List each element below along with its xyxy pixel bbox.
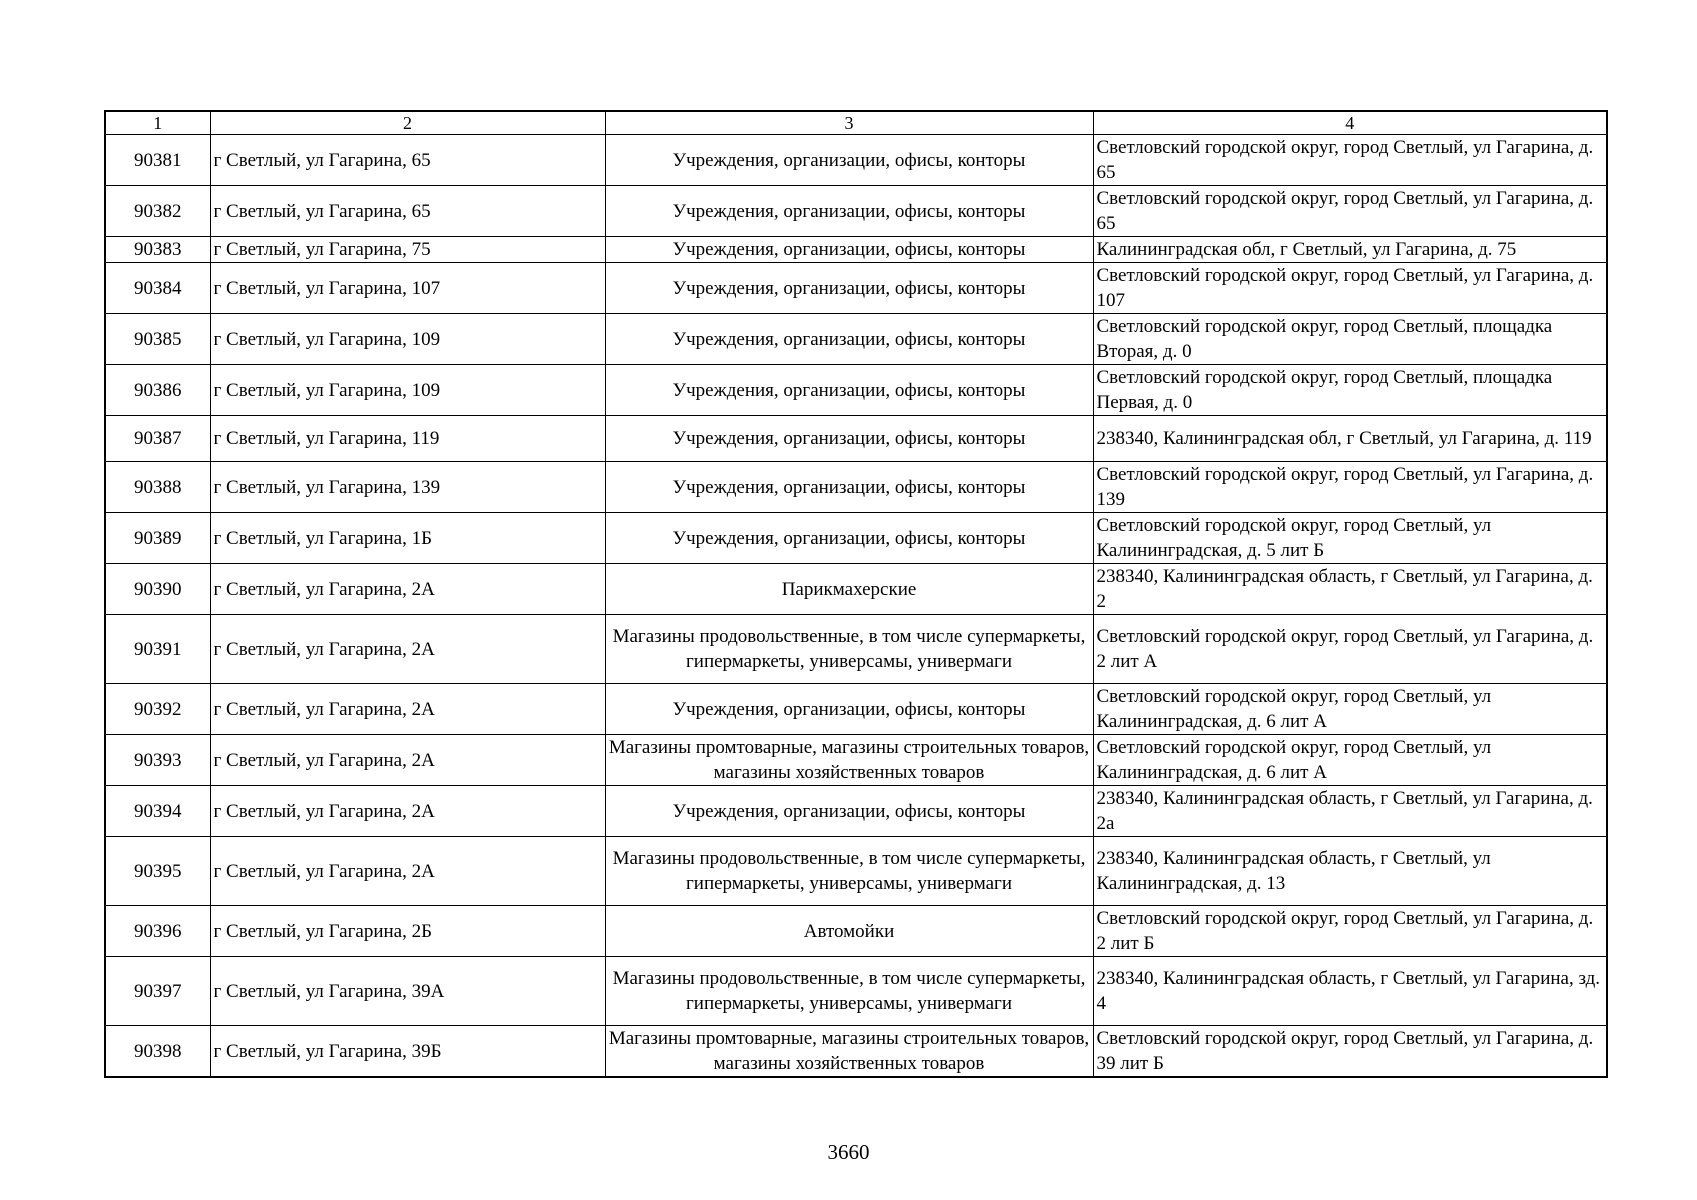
row-location-cell: 238340, Калининградская область, г Светлый, ул Гагарина, д. 2 xyxy=(1093,564,1607,615)
table-row xyxy=(105,263,1607,314)
row-location-cell: 238340, Калининградская область, г Светлый, ул Гагарина, д. 2а xyxy=(1093,786,1607,837)
row-location-cell: Светловский городской округ, город Светлый, ул Калининградская, д. 6 лит А xyxy=(1093,684,1607,735)
table-row xyxy=(105,837,1607,906)
row-location-cell: Светловский городской округ, город Светлый, ул Калининградская, д. 6 лит А xyxy=(1093,735,1607,786)
row-category-cell: Учреждения, организации, офисы, конторы xyxy=(605,684,1093,735)
row-address-cell: г Светлый, ул Гагарина, 39Б xyxy=(210,1026,605,1078)
row-address-cell: г Светлый, ул Гагарина, 2А xyxy=(210,684,605,735)
row-address-cell: г Светлый, ул Гагарина, 2А xyxy=(210,735,605,786)
row-category-cell: Учреждения, организации, офисы, конторы xyxy=(605,237,1093,263)
row-category-cell: Учреждения, организации, офисы, конторы xyxy=(605,135,1093,186)
row-category-cell: Учреждения, организации, офисы, конторы xyxy=(605,314,1093,365)
row-category-cell: Магазины продовольственные, в том числе супермаркеты, гипермаркеты, универсамы, универмаги xyxy=(605,957,1093,1026)
row-category-cell: Автомойки xyxy=(605,906,1093,957)
row-category-cell: Магазины промтоварные, магазины строительных товаров, магазины хозяйственных товаров xyxy=(605,735,1093,786)
page-number: 3660 xyxy=(827,1140,870,1164)
table-row xyxy=(105,513,1607,564)
table-row xyxy=(105,186,1607,237)
row-address-cell: г Светлый, ул Гагарина, 109 xyxy=(210,365,605,416)
row-address-cell: г Светлый, ул Гагарина, 39А xyxy=(210,957,605,1026)
row-location-cell: Светловский городской округ, город Светлый, ул Гагарина, д. 107 xyxy=(1093,263,1607,314)
row-category-cell: Парикмахерские xyxy=(605,564,1093,615)
table-row xyxy=(105,615,1607,684)
row-location-cell: Светловский городской округ, город Светлый, площадка Вторая, д. 0 xyxy=(1093,314,1607,365)
row-location-cell: Светловский городской округ, город Светлый, ул Гагарина, д. 2 лит А xyxy=(1093,615,1607,684)
row-address-cell: г Светлый, ул Гагарина, 1Б xyxy=(210,513,605,564)
row-id-cell: 90388 xyxy=(105,462,210,513)
row-category-cell: Учреждения, организации, офисы, конторы xyxy=(605,365,1093,416)
table-row xyxy=(105,314,1607,365)
data-table xyxy=(104,110,1608,1078)
row-category-cell: Магазины продовольственные, в том числе супермаркеты, гипермаркеты, универсамы, универмаги xyxy=(605,615,1093,684)
row-location-cell: Светловский городской округ, город Светлый, ул Калининградская, д. 5 лит Б xyxy=(1093,513,1607,564)
row-address-cell: г Светлый, ул Гагарина, 65 xyxy=(210,186,605,237)
row-location-cell: 238340, Калининградская обл, г Светлый, ул Гагарина, д. 119 xyxy=(1093,416,1607,462)
row-location-cell: Калининградская обл, г Светлый, ул Гагарина, д. 75 xyxy=(1093,237,1607,263)
row-category-cell: Учреждения, организации, офисы, конторы xyxy=(605,513,1093,564)
table-row xyxy=(105,416,1607,462)
row-location-cell: Светловский городской округ, город Светлый, ул Гагарина, д. 65 xyxy=(1093,186,1607,237)
row-category-cell: Учреждения, организации, офисы, конторы xyxy=(605,416,1093,462)
row-id-cell: 90397 xyxy=(105,957,210,1026)
row-id-cell: 90386 xyxy=(105,365,210,416)
table-row xyxy=(105,906,1607,957)
row-location-cell: Светловский городской округ, город Светлый, ул Гагарина, д. 65 xyxy=(1093,135,1607,186)
table-row xyxy=(105,237,1607,263)
column-header: 1 xyxy=(105,111,210,135)
table-row xyxy=(105,135,1607,186)
row-id-cell: 90394 xyxy=(105,786,210,837)
row-address-cell: г Светлый, ул Гагарина, 109 xyxy=(210,314,605,365)
row-id-cell: 90381 xyxy=(105,135,210,186)
row-location-cell: Светловский городской округ, город Светлый, ул Гагарина, д. 39 лит Б xyxy=(1093,1026,1607,1078)
table-row xyxy=(105,564,1607,615)
header-row xyxy=(105,111,1607,135)
row-id-cell: 90398 xyxy=(105,1026,210,1078)
row-location-cell: 238340, Калининградская область, г Светлый, ул Калининградская, д. 13 xyxy=(1093,837,1607,906)
row-id-cell: 90396 xyxy=(105,906,210,957)
row-id-cell: 90382 xyxy=(105,186,210,237)
row-location-cell: Светловский городской округ, город Светлый, ул Гагарина, д. 2 лит Б xyxy=(1093,906,1607,957)
row-location-cell: Светловский городской округ, город Светлый, ул Гагарина, д. 139 xyxy=(1093,462,1607,513)
row-category-cell: Учреждения, организации, офисы, конторы xyxy=(605,462,1093,513)
row-id-cell: 90389 xyxy=(105,513,210,564)
row-id-cell: 90390 xyxy=(105,564,210,615)
row-address-cell: г Светлый, ул Гагарина, 75 xyxy=(210,237,605,263)
row-address-cell: г Светлый, ул Гагарина, 107 xyxy=(210,263,605,314)
table-row xyxy=(105,735,1607,786)
row-id-cell: 90392 xyxy=(105,684,210,735)
row-category-cell: Учреждения, организации, офисы, конторы xyxy=(605,186,1093,237)
row-address-cell: г Светлый, ул Гагарина, 2Б xyxy=(210,906,605,957)
row-address-cell: г Светлый, ул Гагарина, 2А xyxy=(210,564,605,615)
row-id-cell: 90395 xyxy=(105,837,210,906)
row-id-cell: 90387 xyxy=(105,416,210,462)
row-category-cell: Учреждения, организации, офисы, конторы xyxy=(605,786,1093,837)
table-row xyxy=(105,684,1607,735)
row-location-cell: 238340, Калининградская область, г Светлый, ул Гагарина, зд. 4 xyxy=(1093,957,1607,1026)
row-id-cell: 90384 xyxy=(105,263,210,314)
column-header: 3 xyxy=(605,111,1093,135)
row-address-cell: г Светлый, ул Гагарина, 139 xyxy=(210,462,605,513)
table-row xyxy=(105,1026,1607,1078)
row-id-cell: 90385 xyxy=(105,314,210,365)
row-category-cell: Магазины промтоварные, магазины строительных товаров, магазины хозяйственных товаров xyxy=(605,1026,1093,1078)
row-id-cell: 90391 xyxy=(105,615,210,684)
row-category-cell: Магазины продовольственные, в том числе супермаркеты, гипермаркеты, универсамы, универмаги xyxy=(605,837,1093,906)
row-address-cell: г Светлый, ул Гагарина, 2А xyxy=(210,786,605,837)
row-id-cell: 90393 xyxy=(105,735,210,786)
table-row xyxy=(105,786,1607,837)
row-category-cell: Учреждения, организации, офисы, конторы xyxy=(605,263,1093,314)
row-location-cell: Светловский городской округ, город Светлый, площадка Первая, д. 0 xyxy=(1093,365,1607,416)
table-row xyxy=(105,365,1607,416)
row-address-cell: г Светлый, ул Гагарина, 65 xyxy=(210,135,605,186)
table-row xyxy=(105,462,1607,513)
row-address-cell: г Светлый, ул Гагарина, 2А xyxy=(210,837,605,906)
table-body xyxy=(105,111,1607,1077)
row-address-cell: г Светлый, ул Гагарина, 119 xyxy=(210,416,605,462)
column-header: 4 xyxy=(1093,111,1607,135)
column-header: 2 xyxy=(210,111,605,135)
table-row xyxy=(105,957,1607,1026)
row-address-cell: г Светлый, ул Гагарина, 2А xyxy=(210,615,605,684)
row-id-cell: 90383 xyxy=(105,237,210,263)
